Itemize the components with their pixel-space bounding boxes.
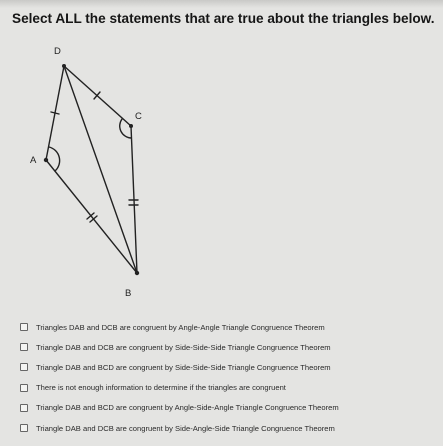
segment-DB xyxy=(64,66,137,273)
vertex-label-A: A xyxy=(30,155,37,166)
answer-options xyxy=(20,317,440,438)
checkbox[interactable] xyxy=(20,384,28,392)
angle-arc-A xyxy=(49,147,60,171)
option-3[interactable] xyxy=(20,357,440,377)
vertex-dot-D xyxy=(62,64,66,68)
segment-BA xyxy=(46,160,137,273)
option-4[interactable] xyxy=(20,378,440,398)
checkbox[interactable] xyxy=(20,363,28,371)
checkbox[interactable] xyxy=(20,404,28,412)
vertex-dot-A xyxy=(44,158,48,162)
option-5[interactable] xyxy=(20,398,440,418)
option-label: Triangles DAB and DCB are congruent by Angle-Angle Triangle Congruence Theorem xyxy=(36,322,325,332)
option-2[interactable] xyxy=(20,337,440,357)
option-label: Triangle DAB and DCB are congruent by Side-Side-Side Triangle Congruence Theorem xyxy=(36,342,331,352)
option-1[interactable] xyxy=(20,317,440,337)
checkbox[interactable] xyxy=(20,323,28,331)
option-6[interactable] xyxy=(20,418,440,438)
option-label: Triangle DAB and BCD are congruent by Angle-Side-Angle Triangle Congruence Theorem xyxy=(36,403,339,413)
option-label: Triangle DAB and BCD are congruent by Side-Side-Side Triangle Congruence Theorem xyxy=(36,362,331,372)
vertex-dot-C xyxy=(129,124,133,128)
checkbox[interactable] xyxy=(20,343,28,351)
question-prompt: Select ALL the statements that are true about the triangles below. xyxy=(12,11,435,26)
tick-AD xyxy=(51,112,59,114)
option-label: Triangle DAB and DCB are congruent by Side-Angle-Side Triangle Congruence Theorem xyxy=(36,423,335,433)
option-label: There is not enough information to determine if the triangles are congruent xyxy=(36,383,286,393)
checkbox[interactable] xyxy=(20,424,28,432)
vertex-label-B: B xyxy=(125,288,132,299)
vertex-label-D: D xyxy=(54,46,61,57)
vertex-label-C: C xyxy=(135,111,142,122)
vertex-dot-B xyxy=(135,271,139,275)
